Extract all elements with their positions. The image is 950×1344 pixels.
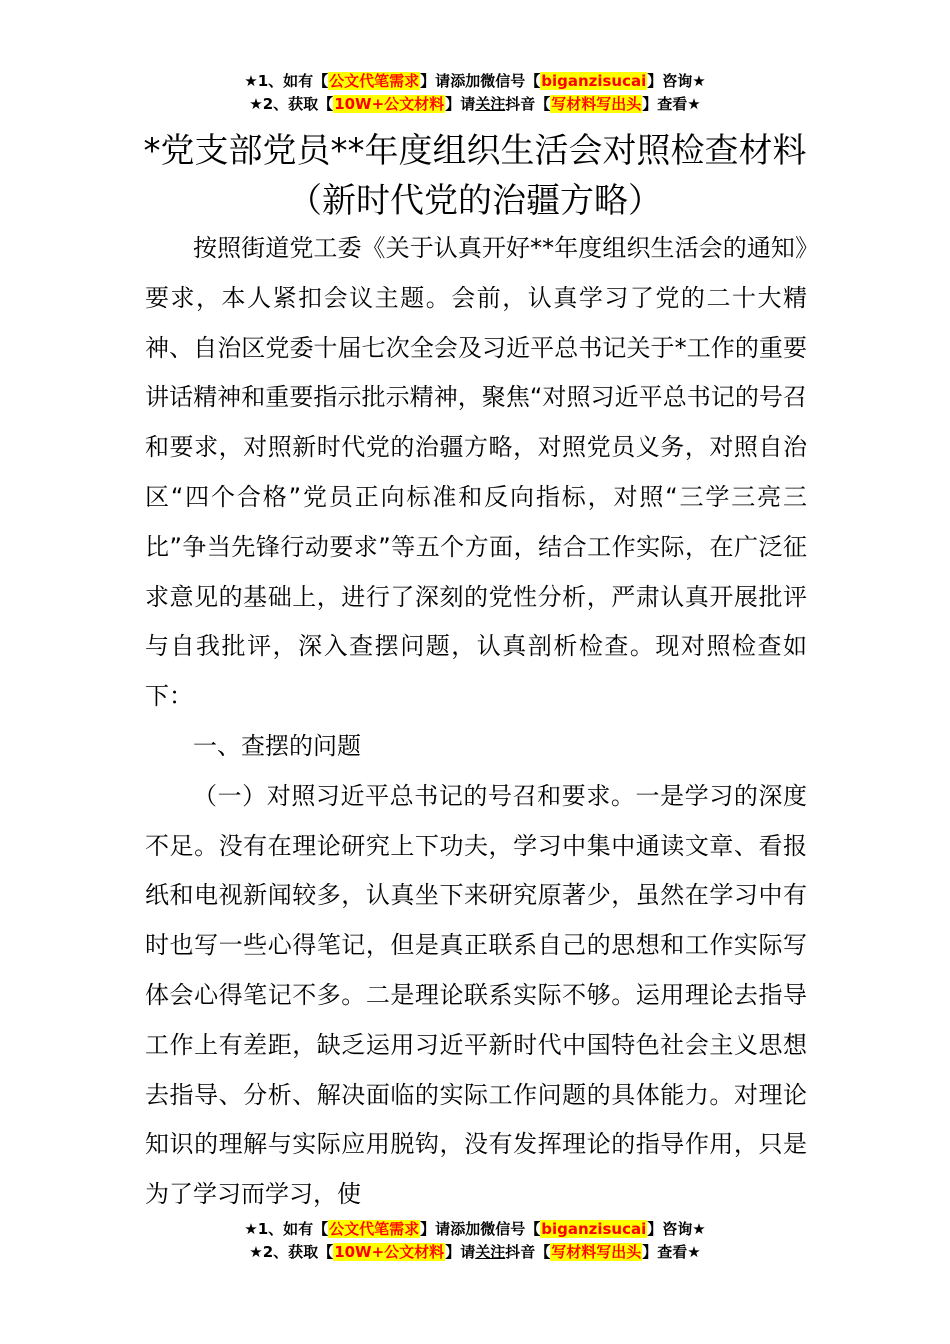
banner-emphasis: 添加 xyxy=(450,72,481,90)
banner-text: ★1、如有【 xyxy=(244,1220,329,1238)
banner-highlight: 写材料写出头 xyxy=(551,95,642,113)
paragraph-section-1: （一）对照习近平总书记的号召和要求。一是学习的深度不足。没有在理论研究上下功夫，学习中集中通读文章、看报纸和电视新闻较多，认真坐下来研究原著少，虽然在学习中有时也写一些心得笔记，但是真正联系自己的思想和工作实际写体会心得笔记不多。二是理论联系实际不够。运用理论去指导工作上有差距，缺乏运用习近平新时代中国特色社会主义思想去指导、分析、解决面临的实际工作问题的具体能力。对理论知识的理解与实际应用脱钩，没有发挥理论的指导作用，只是为了学习而学习，使 xyxy=(145,781,807,1209)
banner-text: 抖音【 xyxy=(505,1243,551,1261)
banner-text: 】咨询★ xyxy=(647,72,706,90)
banner-text: ★1、如有【 xyxy=(244,72,329,90)
banner-text: 】请 xyxy=(420,1220,451,1238)
banner-line-1 xyxy=(0,1218,950,1241)
document-body xyxy=(145,224,807,1220)
banner-line-2 xyxy=(0,1241,950,1264)
banner-text: 】请 xyxy=(445,1243,476,1261)
banner-text: 】查看★ xyxy=(642,95,701,113)
banner-highlight: biganzisucai xyxy=(541,1220,647,1238)
section-heading: 一、查摆的问题 xyxy=(193,731,361,760)
banner-highlight: 写材料写出头 xyxy=(551,1243,642,1261)
paragraph-intro: 按照街道党工委《关于认真开好**年度组织生活会的通知》要求，本人紧扣会议主题。会前，认真学习了党的二十大精神、自治区党委十届七次全会及习近平总书记关于*工作的重要讲话精神和重要指示批示精神，聚焦“对照习近平总书记的号召和要求，对照新时代党的治疆方略，对照党员义务，对照自治区“四个合格”党员正向标准和反向指标，对照“三学三亮三比”争当先锋行动要求”等五个方面，结合工作实际，在广泛征求意见的基础上，进行了深刻的党性分析，严肃认真开展批评与自我批评，深入查摆问题，认真剖析检查。现对照检查如下： xyxy=(145,234,807,711)
banner-text: 微信号【 xyxy=(480,1220,541,1238)
banner-emphasis: 关注 xyxy=(475,95,506,113)
banner-text: 】咨询★ xyxy=(647,1220,706,1238)
footer-banner xyxy=(0,1218,950,1264)
banner-line-2 xyxy=(0,93,950,116)
banner-highlight: 10W+公文材料 xyxy=(334,95,445,113)
banner-emphasis: 关注 xyxy=(475,1243,506,1261)
banner-text: 微信号【 xyxy=(480,72,541,90)
banner-line-1 xyxy=(0,70,950,93)
banner-text: 】请 xyxy=(445,95,476,113)
banner-text: 】查看★ xyxy=(642,1243,701,1261)
banner-highlight: biganzisucai xyxy=(541,72,647,90)
banner-text: 抖音【 xyxy=(505,95,551,113)
document-title: *党支部党员**年度组织生活会对照检查材料（新时代党的治疆方略） xyxy=(143,131,807,221)
banner-highlight: 10W+公文材料 xyxy=(334,1243,445,1261)
banner-emphasis: 添加 xyxy=(450,1220,481,1238)
banner-text: 】请 xyxy=(420,72,451,90)
header-banner xyxy=(0,70,950,116)
banner-text: ★2、获取【 xyxy=(249,95,334,113)
banner-highlight: 公文代笔需求 xyxy=(329,72,420,90)
banner-highlight: 公文代笔需求 xyxy=(329,1220,420,1238)
banner-text: ★2、获取【 xyxy=(249,1243,334,1261)
